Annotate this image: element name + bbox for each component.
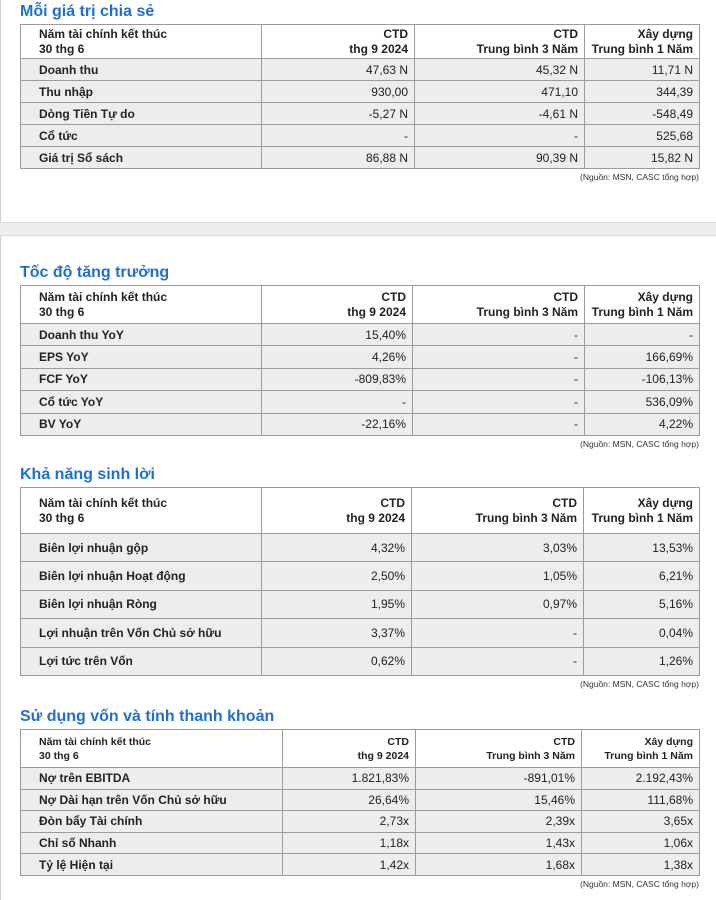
metrics-table xyxy=(20,487,700,676)
header-line: CTD xyxy=(553,26,578,41)
value-cell: 5,16% xyxy=(584,590,700,618)
metrics-table xyxy=(20,24,700,169)
value-cell: 166,69% xyxy=(585,346,700,368)
value-cell: 1,42x xyxy=(283,854,416,876)
value-cell: -809,83% xyxy=(262,368,413,390)
value-cell: 930,00 xyxy=(262,81,415,103)
value-cell: 536,09% xyxy=(585,391,700,413)
value-cell: 2,39x xyxy=(416,811,582,833)
source-note: (Nguồn: MSN, CASC tổng hợp) xyxy=(580,878,699,889)
table-row xyxy=(21,59,700,81)
table-row xyxy=(21,125,700,147)
header-cell xyxy=(416,730,582,768)
table-row xyxy=(21,103,700,125)
header-line: thg 9 2024 xyxy=(349,41,408,56)
section-1 xyxy=(20,2,699,183)
row-label: Cổ tức YoY xyxy=(21,391,262,413)
header-line: Trung bình 1 Năm xyxy=(591,510,693,525)
row-label: Nợ trên EBITDA xyxy=(21,768,283,790)
table-row xyxy=(21,619,700,647)
header-cell xyxy=(262,488,412,534)
value-cell: 344,39 xyxy=(585,81,700,103)
value-cell: 1,05% xyxy=(412,562,584,590)
header-line: CTD xyxy=(553,735,575,748)
row-label: Biên lợi nhuận gộp xyxy=(21,534,262,562)
row-label: Lợi tức trên Vốn xyxy=(21,647,262,675)
value-cell: 1,06x xyxy=(582,832,700,854)
section-3 xyxy=(20,465,699,690)
value-cell: -891,01% xyxy=(416,768,582,790)
header-cell xyxy=(582,730,700,768)
header-line: Trung bình 3 Năm xyxy=(475,510,577,525)
value-cell: 4,32% xyxy=(262,534,412,562)
section-title: Mỗi giá trị chia sẻ xyxy=(20,3,155,20)
left-border xyxy=(0,0,1,222)
value-cell: 15,46% xyxy=(416,789,582,811)
value-cell: - xyxy=(413,391,585,413)
value-cell: 45,32 N xyxy=(415,59,585,81)
row-label: Chỉ số Nhanh xyxy=(21,832,283,854)
value-cell: 1,95% xyxy=(262,590,412,618)
header-line: Xây dựng xyxy=(637,495,693,510)
metrics-table xyxy=(20,729,700,876)
header-cell xyxy=(21,488,262,534)
table-row xyxy=(21,534,700,562)
value-cell: 90,39 N xyxy=(415,147,585,169)
header-line: thg 9 2024 xyxy=(347,304,406,319)
header-line: CTD xyxy=(380,495,405,510)
value-cell: 15,40% xyxy=(262,324,413,346)
row-label: Đòn bẩy Tài chính xyxy=(21,811,283,833)
row-label: FCF YoY xyxy=(21,368,262,390)
header-line: Trung bình 1 Năm xyxy=(591,41,693,56)
header-cell xyxy=(413,286,585,324)
header-line: CTD xyxy=(381,289,406,304)
section-gap xyxy=(0,222,716,236)
value-cell: 3,65x xyxy=(582,811,700,833)
table-row xyxy=(21,81,700,103)
value-cell: 0,62% xyxy=(262,647,412,675)
value-cell: - xyxy=(413,324,585,346)
header-line: CTD xyxy=(553,289,578,304)
value-cell: 0,97% xyxy=(412,590,584,618)
value-cell: 2.192,43% xyxy=(582,768,700,790)
value-cell: 111,68% xyxy=(582,789,700,811)
value-cell: 1,43x xyxy=(416,832,582,854)
section-title: Tốc độ tăng trưởng xyxy=(20,264,170,281)
value-cell: 1,68x xyxy=(416,854,582,876)
value-cell: -4,61 N xyxy=(415,103,585,125)
table-row xyxy=(21,413,700,435)
value-cell: 26,64% xyxy=(283,789,416,811)
header-line: Trung bình 3 Năm xyxy=(476,304,578,319)
header-line: Năm tài chính kết thúc xyxy=(39,289,168,304)
header-line: thg 9 2024 xyxy=(357,749,409,762)
header-line: Năm tài chính kết thúc xyxy=(39,26,168,41)
table-row xyxy=(21,811,700,833)
section-2 xyxy=(20,263,699,450)
value-cell: 2,73x xyxy=(283,811,416,833)
value-cell: 1,18x xyxy=(283,832,416,854)
header-cell xyxy=(262,25,415,59)
source-note: (Nguồn: MSN, CASC tổng hợp) xyxy=(580,678,699,689)
section-4 xyxy=(20,707,699,890)
source-note: (Nguồn: MSN, CASC tổng hợp) xyxy=(580,172,699,182)
value-cell: 0,04% xyxy=(584,619,700,647)
value-cell: 1,38x xyxy=(582,854,700,876)
table-header-row xyxy=(21,286,700,324)
table-row xyxy=(21,368,700,390)
header-line: Trung bình 1 Năm xyxy=(604,749,693,762)
value-cell: -548,49 xyxy=(585,103,700,125)
value-cell: - xyxy=(262,391,413,413)
row-label: Giá trị Sổ sách xyxy=(21,147,262,169)
header-line: 30 thg 6 xyxy=(39,41,85,56)
value-cell: 3,37% xyxy=(262,619,412,647)
header-line: Xây dựng xyxy=(637,289,693,304)
value-cell: 1.821,83% xyxy=(283,768,416,790)
table-row xyxy=(21,346,700,368)
value-cell: -22,16% xyxy=(262,413,413,435)
left-border xyxy=(0,236,1,900)
value-cell: -5,27 N xyxy=(262,103,415,125)
value-cell: 4,22% xyxy=(585,413,700,435)
value-cell: 2,50% xyxy=(262,562,412,590)
value-cell: - xyxy=(413,346,585,368)
header-cell xyxy=(412,488,584,534)
row-label: Nợ Dài hạn trên Vốn Chủ sở hữu xyxy=(21,789,283,811)
table-row xyxy=(21,768,700,790)
row-label: Tỷ lệ Hiện tại xyxy=(21,854,283,876)
header-line: Trung bình 3 Năm xyxy=(476,41,578,56)
header-line: Trung bình 3 Năm xyxy=(486,749,575,762)
value-cell: - xyxy=(262,125,415,147)
row-label: Thu nhập xyxy=(21,81,262,103)
table-row xyxy=(21,789,700,811)
table-row xyxy=(21,147,700,169)
value-cell: - xyxy=(412,619,584,647)
source-note: (Nguồn: MSN, CASC tổng hợp) xyxy=(580,438,699,449)
row-label: BV YoY xyxy=(21,413,262,435)
table-row xyxy=(21,854,700,876)
value-cell: - xyxy=(415,125,585,147)
header-cell xyxy=(283,730,416,768)
table-header-row xyxy=(21,25,700,59)
value-cell: 4,26% xyxy=(262,346,413,368)
header-line: Xây dựng xyxy=(637,26,693,41)
table-header-row xyxy=(21,730,700,768)
header-line: thg 9 2024 xyxy=(346,510,405,525)
table-row xyxy=(21,324,700,346)
header-line: Trung bình 1 Năm xyxy=(591,304,693,319)
metrics-table xyxy=(20,285,700,436)
header-cell xyxy=(262,286,413,324)
table-row xyxy=(21,590,700,618)
value-cell: 6,21% xyxy=(584,562,700,590)
value-cell: 86,88 N xyxy=(262,147,415,169)
table-row xyxy=(21,832,700,854)
row-label: Doanh thu YoY xyxy=(21,324,262,346)
table-header-row xyxy=(21,488,700,534)
row-label: Doanh thu xyxy=(21,59,262,81)
row-label: Biên lợi nhuận Hoạt động xyxy=(21,562,262,590)
row-label: Lợi nhuận trên Vốn Chủ sở hữu xyxy=(21,619,262,647)
table-row xyxy=(21,647,700,675)
value-cell: 13,53% xyxy=(584,534,700,562)
table-row xyxy=(21,562,700,590)
header-cell xyxy=(21,730,283,768)
row-label: Biên lợi nhuận Ròng xyxy=(21,590,262,618)
header-cell xyxy=(21,25,262,59)
header-line: 30 thg 6 xyxy=(39,749,79,762)
value-cell: - xyxy=(413,413,585,435)
table-row xyxy=(21,391,700,413)
header-line: 30 thg 6 xyxy=(39,510,85,525)
header-cell xyxy=(584,488,700,534)
header-cell xyxy=(585,286,700,324)
row-label: Dòng Tiền Tự do xyxy=(21,103,262,125)
value-cell: 525,68 xyxy=(585,125,700,147)
section-title: Khả năng sinh lời xyxy=(20,466,155,483)
value-cell: -106,13% xyxy=(585,368,700,390)
value-cell: 11,71 N xyxy=(585,59,700,81)
value-cell: - xyxy=(585,324,700,346)
header-line: Năm tài chính kết thúc xyxy=(39,735,152,748)
header-cell xyxy=(585,25,700,59)
header-line: CTD xyxy=(387,735,409,748)
value-cell: 15,82 N xyxy=(585,147,700,169)
header-line: Xây dựng xyxy=(644,735,693,748)
value-cell: 1,26% xyxy=(584,647,700,675)
header-cell xyxy=(21,286,262,324)
header-line: Năm tài chính kết thúc xyxy=(39,495,168,510)
value-cell: 47,63 N xyxy=(262,59,415,81)
header-line: CTD xyxy=(552,495,577,510)
value-cell: 3,03% xyxy=(412,534,584,562)
value-cell: - xyxy=(413,368,585,390)
header-line: CTD xyxy=(383,26,408,41)
row-label: EPS YoY xyxy=(21,346,262,368)
header-cell xyxy=(415,25,585,59)
row-label: Cổ tức xyxy=(21,125,262,147)
section-title: Sử dụng vốn và tính thanh khoản xyxy=(20,708,275,725)
value-cell: 471,10 xyxy=(415,81,585,103)
header-line: 30 thg 6 xyxy=(39,304,85,319)
value-cell: - xyxy=(412,647,584,675)
